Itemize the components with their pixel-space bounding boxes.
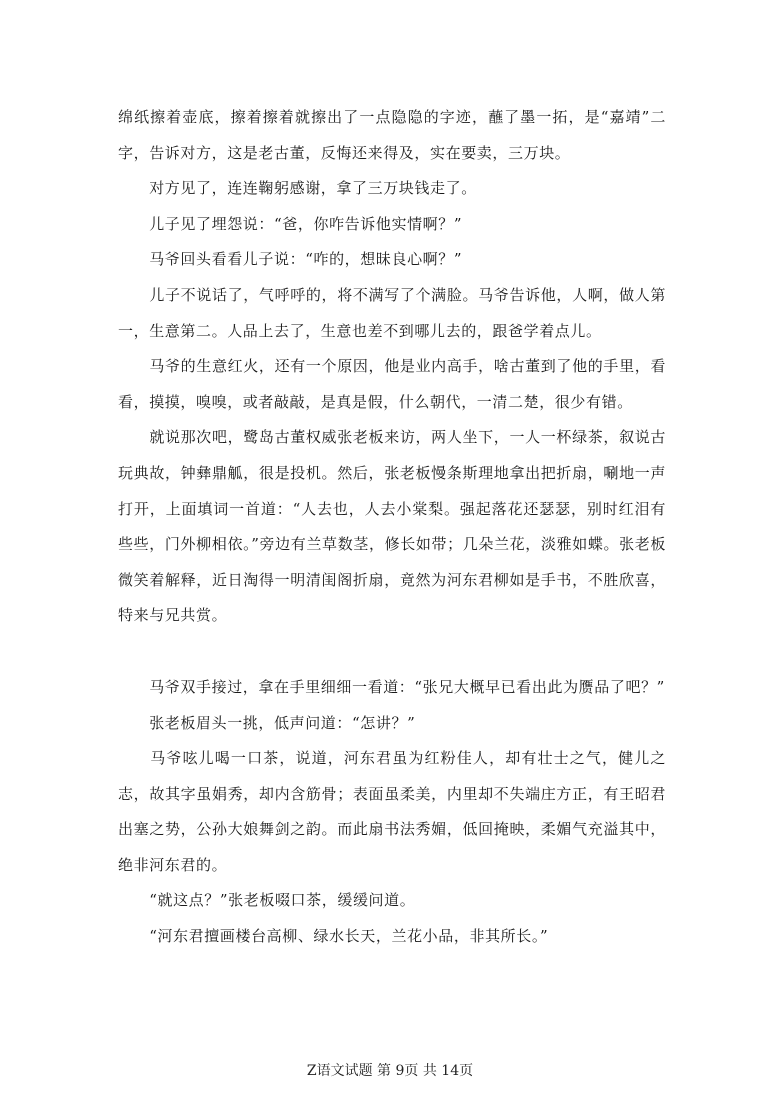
paragraph: 马爷回头看看儿子说：“咋的，想昧良心啊？” <box>118 250 463 269</box>
document-body <box>118 100 666 955</box>
paragraph: 绵纸擦着壶底，擦着擦着就擦出了一点隐隐的字迹，蘸了墨一拓，是“嘉靖”二字，告诉对方，这是老古董，反悔还来得及，实在要卖，三万块。 <box>118 108 666 162</box>
paragraph: 对方见了，连连鞠躬感谢，拿了三万块钱走了。 <box>118 179 477 198</box>
paragraph: 马爷的生意红火，还有一个原因，他是业内高手，啥古董到了他的手里，看看，摸摸，嗅嗅，或者敲敲，是真是假，什么朝代，一清二楚，很少有错。 <box>118 357 666 411</box>
paragraph: “河东君擅画楼台高柳、绿水长天，兰花小品，非其所长。” <box>118 927 549 946</box>
paragraph: 张老板眉头一挑，低声问道：“怎讲？” <box>118 713 416 732</box>
paragraph: 马爷呟儿喝一口茶，说道，河东君虽为红粉佳人，却有壮士之气，健儿之志，故其字虽娟秀，却内含筋骨；表面虽柔美，内里却不失端庄方正，有王昭君出塞之势，公孙大娘舞剑之韵。而此扇书法秀媚，低回掩映，柔媚气充溢其中，绝非河东君的。 <box>118 749 666 874</box>
section-gap <box>118 634 666 670</box>
paragraph: 儿子见了埋怨说：“爸，你咋告诉他实情啊？” <box>118 214 463 233</box>
paragraph: 儿子不说话了，气呼呼的，将不满写了个满脸。马爷告诉他，人啊，做人第一，生意第二。人品上去了，生意也差不到哪儿去的，跟爸学着点儿。 <box>118 285 666 340</box>
page-footer: Z语文试题 第 9页 共 14页 <box>306 1063 474 1079</box>
paragraph: 就说那次吧，鹭岛古董权威张老板来访，两人坐下，一人一杯绿茶，叙说古玩典故，钟彝鼎觚，很是投机。然后，张老板慢条斯理地拿出把折扇，唰地一声打开，上面填词一首道：“人去也，人去小棠梨。强起落花还瑟瑟，别时红泪有些些，门外柳相依。”旁边有兰草数茎，修长如带；几朵兰花，淡雅如蝶。张老板微笑着解释，近日淘得一明清闺阁折扇，竟然为河东君柳如是手书，不胜欣喜，特来与兄共赏。 <box>118 428 666 625</box>
paragraph: 马爷双手接过，拿在手里细细一看道：“张兄大概早已看出此为赝品了吧？” <box>118 677 665 696</box>
paragraph: “就这点？”张老板啜口茶，缓缓问道。 <box>118 891 416 910</box>
